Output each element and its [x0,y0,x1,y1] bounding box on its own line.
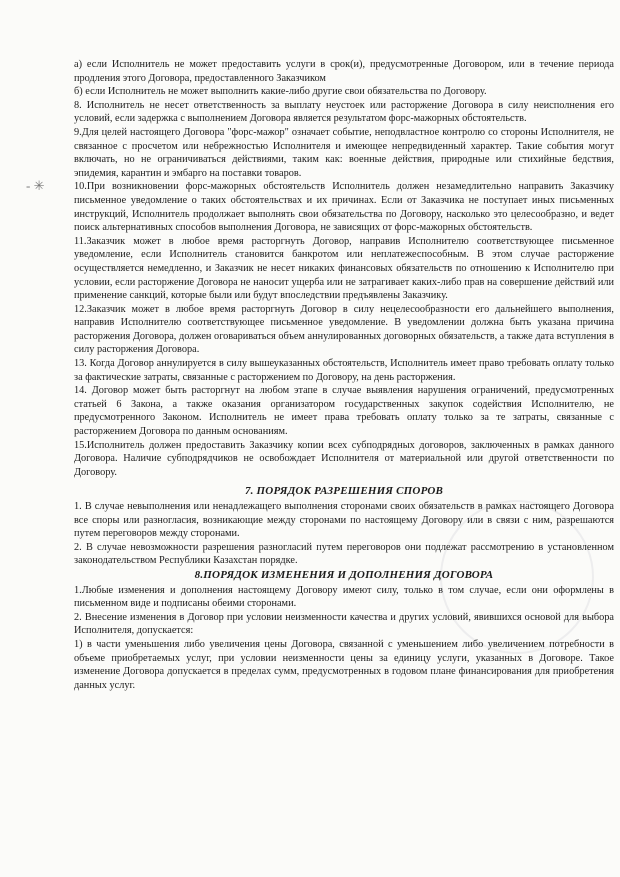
section-8-paragraph-2: 2. Внесение изменения в Договор при условии неизменности качества и других условий, явившихся основой для выбора Исполнителя, допускается: [74,611,614,637]
margin-mark: - ✳ [26,178,45,193]
paragraph-11: 11.Заказчик может в любое время расторгнуть Договор, направив Исполнителю соответствующее письменное уведомление, если Исполнитель становится банкротом или неплатежеспособным. В этом случае расторжение осуществляется немедленно, и Заказчик не несет никаких финансовых обязательств по отношению к Исполнителю при условии, если расторжение Договора не наносит ущерба или не затрагивает каких-либо прав на совершение действий или применение санкций, которые были или будут впоследствии предъявлены Заказчику. [74,235,614,302]
document-text [74,58,614,692]
paragraph-b: б) если Исполнитель не может выполнить какие-либо другие свои обязательства по Договору. [74,86,487,98]
paragraph-10: 10.При возникновении форс-мажорных обстоятельств Исполнитель должен незамедлительно направить Заказчику письменное уведомление о таких обстоятельствах и их причинах. Если от Заказчика не поступает иных письменных инструкций, Исполнитель продолжает выполнять свои обязательства по Договору, насколько это целесообразно, и ведет поиск альтернативных способов выполнения Договора, не зависящих от форс-мажорных обстоятельств. [74,181,614,234]
section-8-title: 8.ПОРЯДОК ИЗМЕНЕНИЯ И ДОПОЛНЕНИЯ ДОГОВОРА [194,568,494,581]
section-7-paragraph-1: 1. В случае невыполнения или ненадлежащего выполнения сторонами своих обязательств в рамках настоящего Договора все споры или разногласия, возникающие между сторонами по настоящему Договору или в связи с ним, разрешаются путем переговоров между сторонами. [74,501,614,540]
paragraph-9: 9.Для целей настоящего Договора "форс-мажор" означает событие, неподвластное контролю со стороны Исполнителя, не связанное с просчетом или небрежностью Исполнителя и имеющее непредвиденный характер. Такие события могут включать, но не ограничиваться действиями, таким как: военные действия, природные или стихийные бедствия, эпидемия, карантин и эмбарго на поставки товаров. [74,126,614,179]
paragraph-8: 8. Исполнитель не несет ответственность за выплату неустоек или расторжение Договора в силу неисполнения его условий, если задержка с выполнением Договора является результатом форс-мажорных обстоятельств. [74,99,614,125]
paragraph-a: а) если Исполнитель не может предоставить услуги в срок(и), предусмотренные Договором, или в течение периода продления этого Договора, предоставленного Заказчиком [74,59,614,84]
paragraph-13: 13. Когда Договор аннулируется в силу вышеуказанных обстоятельств, Исполнитель имеет право требовать оплату только за фактические затраты, связанные с расторжением по Договору, на день расторжения. [74,358,614,383]
paragraph-14: 14. Договор может быть расторгнут на любом этапе в случае выявления нарушения ограничений, предусмотренных статьей 6 Закона, а также оказания организатором государственных закупок содействия Исполнителю, не предусмотренного Законом. Исполнитель не имеет права требовать оплату только за те затраты, связанные с расторжением Договора по данным основаниям. [74,385,614,438]
section-8-paragraph-3: 1) в части уменьшения либо увеличения цены Договора, связанной с уменьшением либо увеличением потребности в объеме приобретаемых услуг, при условии неизменности цены за единицу услуги, указанных в Договоре. Такое изменение Договора допускается в пределах сумм, предусмотренных в годовом плане финансирования для приобретения данных услуг. [74,638,614,691]
section-8-paragraph-1: 1.Любые изменения и дополнения настоящему Договору имеют силу, только в том случае, если они оформлены в письменном виде и подписаны обеими сторонами. [74,584,614,610]
section-7-paragraph-2: 2. В случае невозможности разрешения разногласий путем переговоров они подлежат рассмотрению в установленном законодательством Республики Казахстан порядке. [74,541,614,567]
paragraph-15: 15.Исполнитель должен предоставить Заказчику копии всех субподрядных договоров, заключенных в рамках данного Договора. Наличие субподрядчиков не освобождает Исполнителя от материальной или другой ответственности по Договору. [74,439,614,478]
section-7-title: 7. ПОРЯДОК РАЗРЕШЕНИЯ СПОРОВ [244,485,444,498]
paragraph-12: 12.Заказчик может в любое время расторгнуть Договор в силу нецелесообразности его дальнейшего выполнения, направив Исполнителю соответствующее письменное уведомление. В уведомлении должна быть указана причина расторжения Договора, должен оговариваться объем аннулированных договорных обязательств, а также дата вступления в силу расторжения Договора. [74,303,614,356]
